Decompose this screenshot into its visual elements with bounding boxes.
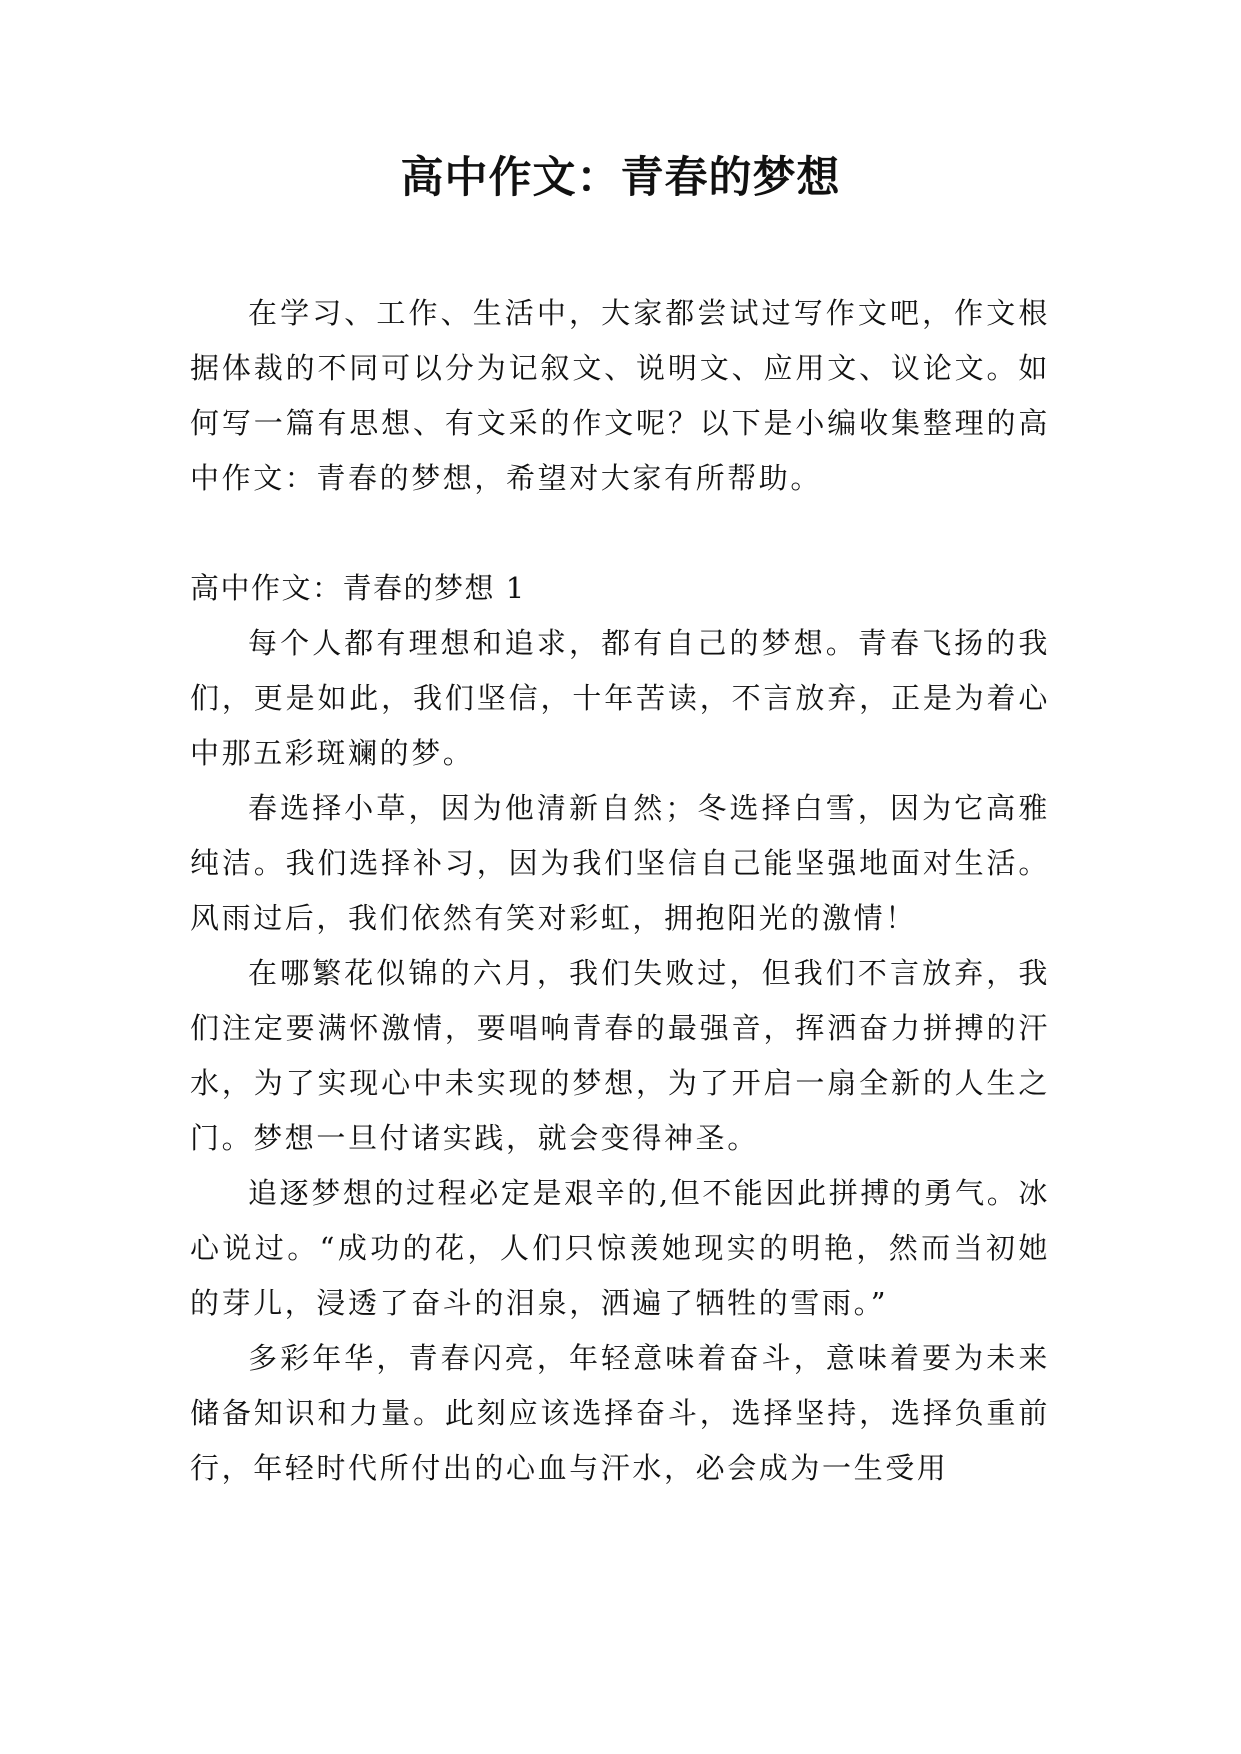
document-body xyxy=(190,286,1050,1496)
document-title: 高中作文：青春的梦想 xyxy=(400,153,841,203)
body-paragraph-4: 追逐梦想的过程必定是艰辛的,但不能因此拼搏的勇气。冰心说过。“成功的花，人们只惊羡她现实的明艳，然而当初她的芽儿，浸透了奋斗的泪泉，洒遍了牺牲的雪雨。” xyxy=(190,1176,1050,1320)
body-paragraph-3: 在哪繁花似锦的六月，我们失败过，但我们不言放弃，我们注定要满怀激情，要唱响青春的最强音，挥洒奋力拼搏的汗水，为了实现心中未实现的梦想，为了开启一扇全新的人生之门。梦想一旦付诸实践，就会变得神圣。 xyxy=(190,956,1050,1155)
body-paragraph-5: 多彩年华，青春闪亮，年轻意味着奋斗，意味着要为未来储备知识和力量。此刻应该选择奋斗，选择坚持，选择负重前行，年轻时代所付出的心血与汗水，必会成为一生受用 xyxy=(190,1341,1050,1485)
body-paragraph-2: 春选择小草，因为他清新自然；冬选择白雪，因为它高雅纯洁。我们选择补习，因为我们坚信自己能坚强地面对生活。风雨过后，我们依然有笑对彩虹，拥抱阳光的激情！ xyxy=(190,791,1050,935)
section-heading: 高中作文：青春的梦想 1 xyxy=(190,571,526,605)
body-paragraph-1: 每个人都有理想和追求，都有自己的梦想。青春飞扬的我们，更是如此，我们坚信，十年苦读，不言放弃，正是为着心中那五彩斑斓的梦。 xyxy=(190,626,1050,770)
intro-paragraph: 在学习、工作、生活中，大家都尝试过写作文吧，作文根据体裁的不同可以分为记叙文、说明文、应用文、议论文。如何写一篇有思想、有文采的作文呢？以下是小编收集整理的高中作文：青春的梦想，希望对大家有所帮助。 xyxy=(190,296,1050,495)
